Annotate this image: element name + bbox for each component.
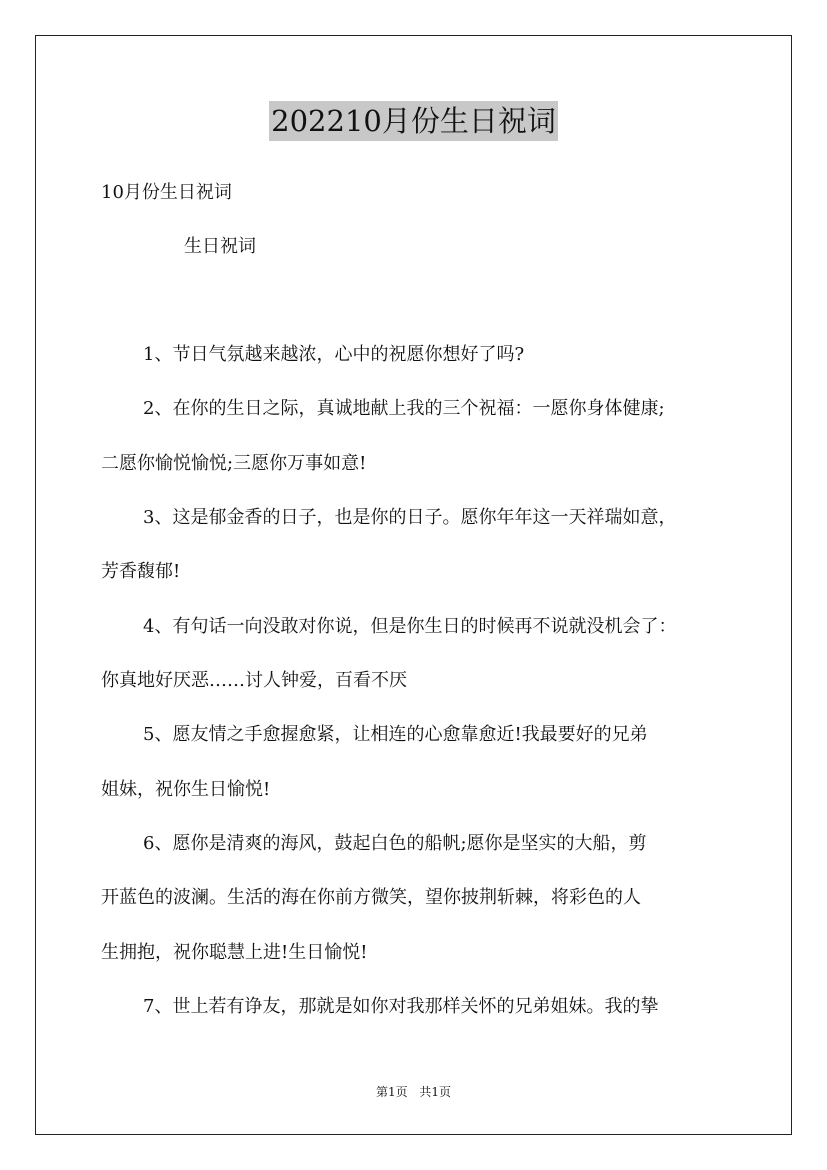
paragraph-line: 芳香馥郁! — [101, 561, 181, 582]
paragraph-line: 4、有句话一向没敢对你说，但是你生日的时候再不说就没机会了： — [143, 616, 677, 637]
paragraph-line: 2、在你的生日之际，真诚地献上我的三个祝福：一愿你身体健康; — [143, 398, 665, 419]
paragraph-line: 姐妹，祝你生日愉悦! — [101, 779, 271, 800]
page-total: 共1页 — [419, 1085, 452, 1099]
page-number: 第1页 — [375, 1085, 408, 1099]
paragraph-line: 3、这是郁金香的日子，也是你的日子。愿你年年这一天祥瑞如意， — [143, 507, 677, 528]
paragraph-line: 7、世上若有诤友，那就是如你对我那样关怀的兄弟姐妹。我的挚 — [143, 996, 659, 1017]
paragraph-line: 1、节日气氛越来越浓，心中的祝愿你想好了吗? — [143, 344, 525, 365]
paragraph-line: 生拥抱，祝你聪慧上进!生日愉悦! — [101, 942, 368, 963]
paragraph-line: 二愿你愉悦愉悦;三愿你万事如意! — [101, 453, 367, 474]
section-heading: 生日祝词 — [184, 236, 256, 257]
paragraph-line: 你真地好厌恶……讨人钟爱，百看不厌 — [101, 670, 407, 691]
page-footer — [0, 1084, 827, 1100]
paragraph-line: 开蓝色的波澜。生活的海在你前方微笑，望你披荆斩棘，将彩色的人 — [101, 887, 641, 908]
document-subtitle: 10月份生日祝词 — [101, 182, 232, 203]
title-container — [0, 101, 827, 141]
paragraph-line: 5、愿友情之手愈握愈紧，让相连的心愈靠愈近!我最要好的兄弟 — [143, 724, 648, 745]
paragraph-line: 6、愿你是清爽的海风，鼓起白色的船帆;愿你是坚实的大船，剪 — [143, 833, 647, 854]
document-title: 202210月份生日祝词 — [269, 101, 558, 141]
